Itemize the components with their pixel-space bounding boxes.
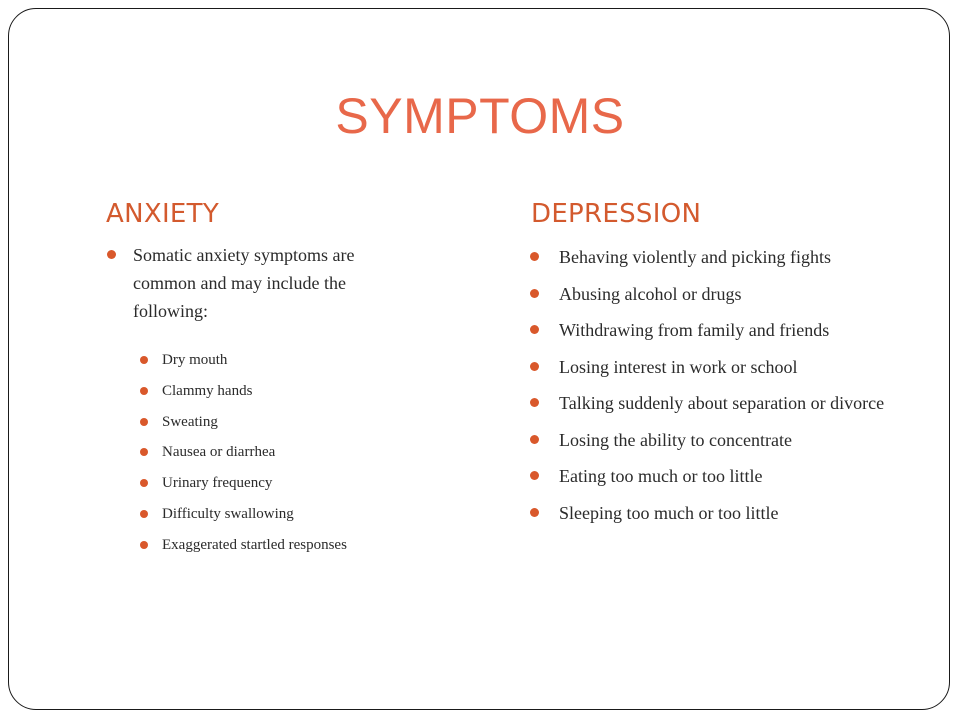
list-item: Sweating: [140, 412, 430, 432]
list-item: Talking suddenly about separation or divorce: [530, 390, 895, 416]
list-item: Losing the ability to concentrate: [530, 427, 895, 453]
list-item: Losing interest in work or school: [530, 354, 895, 380]
list-item: Withdrawing from family and friends: [530, 317, 895, 343]
list-item: Urinary frequency: [140, 473, 430, 493]
list-item: Abusing alcohol or drugs: [530, 281, 895, 307]
list-item: Dry mouth: [140, 350, 430, 370]
anxiety-heading: ANXIETY: [106, 199, 220, 229]
anxiety-main-list: [107, 241, 407, 325]
list-item: Clammy hands: [140, 381, 430, 401]
depression-symptom-list: [530, 244, 895, 536]
list-item: Exaggerated startled responses: [140, 535, 430, 555]
list-item: Nausea or diarrhea: [140, 442, 430, 462]
depression-heading: DEPRESSION: [531, 199, 702, 229]
slide-title: SYMPTOMS: [335, 88, 625, 144]
list-item: Difficulty swallowing: [140, 504, 430, 524]
list-item: Eating too much or too little: [530, 463, 895, 489]
anxiety-intro-bullet: Somatic anxiety symptoms are common and may include the following:: [107, 241, 407, 325]
list-item: Sleeping too much or too little: [530, 500, 895, 526]
list-item: Behaving violently and picking fights: [530, 244, 895, 270]
anxiety-symptom-list: [140, 350, 430, 566]
